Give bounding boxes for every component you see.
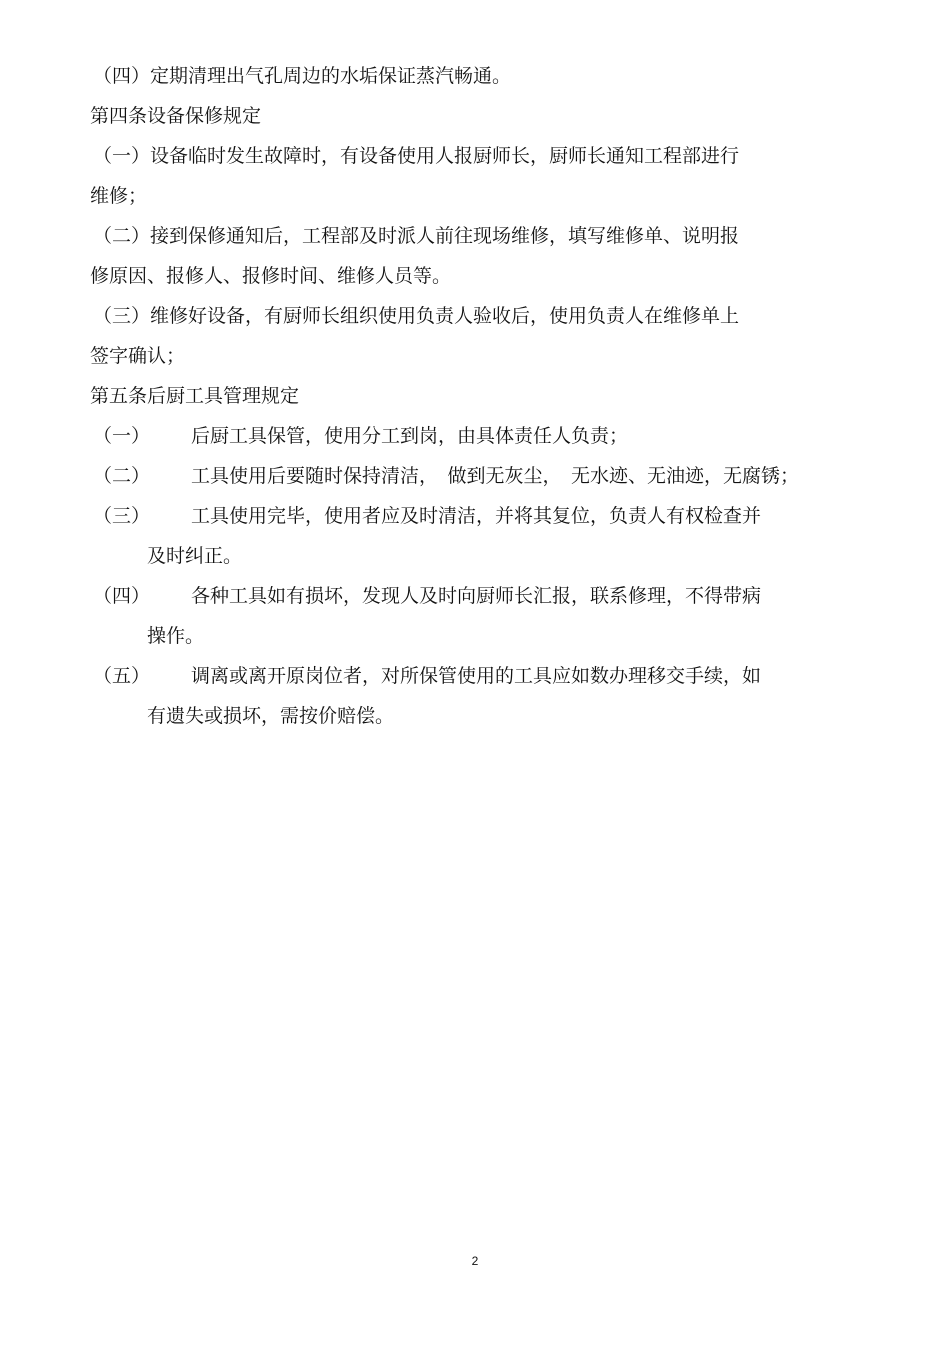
list-item-text: 调离或离开原岗位者，对所保管使用的工具应如数办理移交手续，如 bbox=[191, 665, 762, 687]
text-line: （二）接到保修通知后，工程部及时派人前往现场维修，填写维修单、说明报 bbox=[93, 225, 740, 247]
list-item-number: （一） bbox=[93, 425, 151, 447]
list-item-number: （三） bbox=[93, 505, 151, 527]
list-item-continuation: 操作。 bbox=[147, 625, 205, 647]
list-item-text: 后厨工具保管，使用分工到岗，由具体责任人负责； bbox=[191, 425, 629, 447]
list-item-text: 工具使用完毕，使用者应及时清洁，并将其复位，负责人有权检查并 bbox=[191, 505, 762, 527]
text-line: （三）维修好设备，有厨师长组织使用负责人验收后，使用负责人在维修单上 bbox=[93, 305, 740, 327]
text-line: 签字确认； bbox=[90, 345, 186, 367]
list-item-text: 各种工具如有损坏，发现人及时向厨师长汇报，联系修理，不得带病 bbox=[191, 585, 762, 607]
list-item-number: （二） bbox=[93, 465, 151, 487]
list-item-continuation: 有遗失或损坏，需按价赔偿。 bbox=[147, 705, 395, 727]
text-line: 修原因、报修人、报修时间、维修人员等。 bbox=[90, 265, 452, 287]
list-item-text: 工具使用后要随时保持清洁， 做到无灰尘， 无水迹、无油迹，无腐锈； bbox=[191, 465, 800, 487]
list-item-number: （四） bbox=[93, 585, 151, 607]
text-line: （四）定期清理出气孔周边的水垢保证蒸汽畅通。 bbox=[93, 65, 512, 87]
section-heading: 第五条后厨工具管理规定 bbox=[90, 385, 300, 407]
list-item-number: （五） bbox=[93, 665, 151, 687]
list-item-continuation: 及时纠正。 bbox=[147, 545, 243, 567]
page-number: 2 bbox=[471, 1254, 479, 1268]
section-heading: 第四条设备保修规定 bbox=[90, 105, 262, 127]
text-line: （一）设备临时发生故障时，有设备使用人报厨师长，厨师长通知工程部进行 bbox=[93, 145, 740, 167]
text-line: 维修； bbox=[90, 185, 148, 207]
